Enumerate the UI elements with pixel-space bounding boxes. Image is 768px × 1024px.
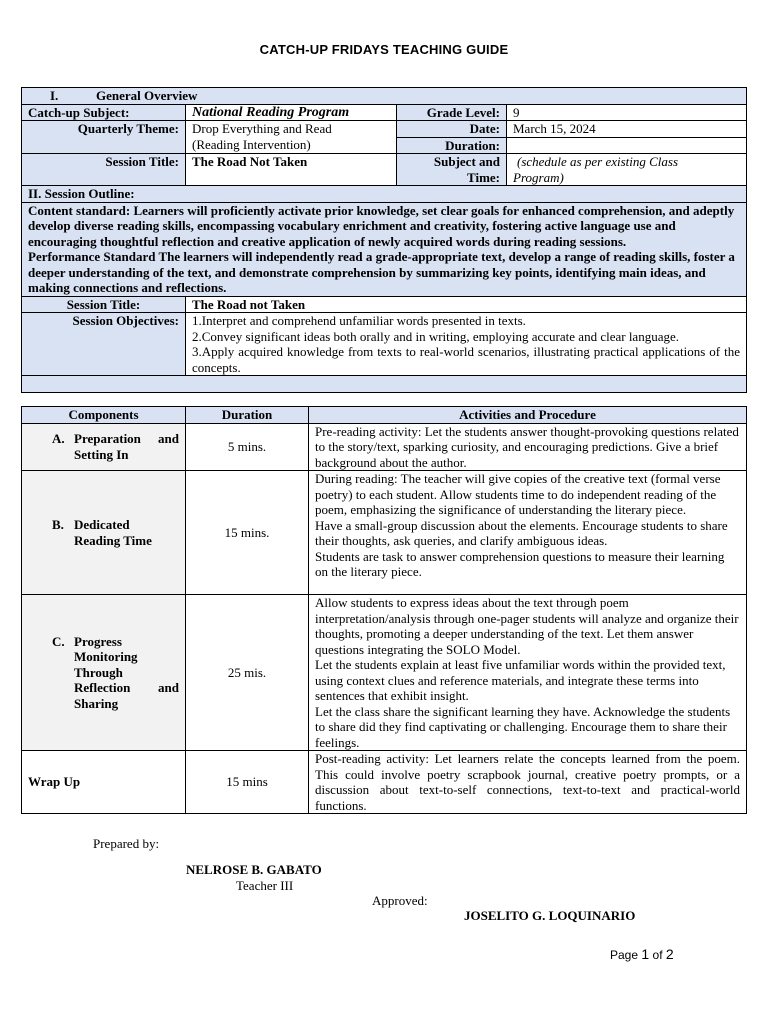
section-number: I. <box>50 88 59 103</box>
activity-paragraph: Pre-reading activity: Let the students answer thought-provoking questions related to the story/text, sparking curiosity, and encouraging predictions. Give a brief background about the author. <box>315 423 739 470</box>
theme-value-line-1: Drop Everything and Read <box>192 121 332 136</box>
subject-time-value-line-1: (schedule as per existing Class <box>517 154 679 169</box>
preparer-title: Teacher III <box>236 878 294 893</box>
activity-paragraph: Post-reading activity: Let learners relate the concepts learned from the poem. This could involve poetry scrapbook journal, creative poetry prompts, or a discussion about text-to-self connections, text-to-text and practical-world functions. <box>315 751 740 813</box>
components-table <box>21 406 747 814</box>
table-row <box>22 751 747 814</box>
preparer-name: NELROSE B. GABATO <box>186 862 322 877</box>
activities-cell <box>309 595 747 751</box>
overview-table <box>21 87 747 393</box>
document-title: CATCH-UP FRIDAYS TEACHING GUIDE <box>259 42 509 57</box>
grade-label: Grade Level: <box>397 104 507 121</box>
duration-value <box>507 137 747 154</box>
subject-time-value <box>507 154 747 186</box>
activity-paragraph: Allow students to express ideas about the text through poem interpretation/analysis through one-pager students will analyze and organize their thoughts, promoting a deeper understanding of the text. Let them answer questions integrating the SOLO Model. <box>315 595 739 657</box>
duration-cell: 15 mins <box>186 751 309 814</box>
performance-standard: Performance Standard The learners will independently read a grade-appropriate text, develop a range of reading skills, foster a deeper understanding of the text, and demonstrate comprehension by summarizing key points, identifying main ideas, and making connections and reflections. <box>28 249 735 295</box>
session-title-value: The Road Not Taken <box>186 154 397 186</box>
table-row <box>22 423 747 471</box>
header-activities: Activities and Procedure <box>309 407 747 424</box>
component-name: Wrap Up <box>28 774 81 790</box>
outline-session-title-label: Session Title: <box>22 296 186 313</box>
duration-label: Duration: <box>397 137 507 154</box>
objective-item: 2.Convey significant ideas both orally and in writing, employing accurate and clear language. <box>192 328 679 344</box>
header-components: Components <box>22 407 186 424</box>
objectives-list <box>186 313 747 376</box>
page-word: Page <box>610 948 639 962</box>
subject-time-value-line-2: Program) <box>513 169 564 185</box>
activity-paragraph: Have a small-group discussion about the elements. Encourage students to share their thoughts, ask queries, and clarify ambiguous ideas. <box>315 517 728 548</box>
subject-time-label-line-2: Time: <box>467 169 500 185</box>
activities-cell <box>309 471 747 595</box>
approved-label: Approved: <box>372 893 428 908</box>
date-value: March 15, 2024 <box>507 121 747 138</box>
duration-cell: 5 mins. <box>186 423 309 471</box>
duration-cell: 15 mins. <box>186 471 309 595</box>
subject-value: National Reading Program <box>186 104 397 121</box>
duration-cell: 25 mis. <box>186 595 309 751</box>
activities-cell <box>309 423 747 471</box>
header-duration: Duration <box>186 407 309 424</box>
theme-value <box>186 121 397 154</box>
outline-session-title-value: The Road not Taken <box>186 296 747 313</box>
of-word: of <box>652 948 663 962</box>
date-label: Date: <box>397 121 507 138</box>
subject-time-label-line-1: Subject and <box>433 154 500 169</box>
component-number: C. <box>52 633 65 649</box>
component-cell <box>22 751 186 814</box>
component-name: Progress Monitoring Through Reflection and Sharing <box>74 633 179 711</box>
standards-cell <box>22 202 747 296</box>
component-cell <box>22 595 186 751</box>
component-cell <box>22 423 186 471</box>
prepared-by-label: Prepared by: <box>93 836 160 851</box>
page-footer <box>610 946 674 962</box>
section-label: General Overview <box>96 88 198 103</box>
activity-paragraph: Let the students explain at least five unfamiliar words within the provided text, using context clues and reference materials, and integrate these terms into sentences that exhibit insight. <box>315 657 726 703</box>
objective-item: 1.Interpret and comprehend unfamiliar words presented in texts. <box>192 313 526 328</box>
general-overview-header <box>22 88 747 105</box>
activity-paragraph: Let the class share the significant learning they have. Acknowledge the students to share did they find captivating or challenging. Encourage them to share their feelings. <box>315 703 731 750</box>
component-name: Dedicated Reading Time <box>74 517 152 548</box>
component-cell <box>22 471 186 595</box>
blank-spacer-row <box>22 376 747 393</box>
total-pages: 2 <box>665 946 674 962</box>
activity-paragraph: Students are task to answer comprehension questions to measure their learning on the literary piece. <box>315 548 725 579</box>
subject-time-label <box>397 154 507 186</box>
grade-value: 9 <box>507 104 747 121</box>
table-row <box>22 595 747 751</box>
activities-cell <box>309 751 747 814</box>
page-number: 1 <box>641 946 650 962</box>
activity-paragraph: During reading: The teacher will give copies of the creative text (formal verse poetry) to each student. Allow students time to do independent reading of the poem, emphasizing the significance of understanding the literary piece. <box>315 471 721 517</box>
component-number: B. <box>52 517 64 532</box>
objective-item: 3.Apply acquired knowledge from texts to real-world scenarios, illustrating practical applications of the concepts. <box>192 344 740 375</box>
component-number: A. <box>52 431 65 447</box>
content-standard: Content standard: Learners will proficiently activate prior knowledge, set clear goals for enhanced comprehension, and adeptly develop diverse reading skills, encompassing vocabulary enrichment and creativity, fostering active language use and encouraging thoughtful reflection and creative application of newly acquired words during reading sessions. <box>28 202 735 249</box>
objectives-label: Session Objectives: <box>22 313 186 376</box>
table-row <box>22 471 747 595</box>
session-title-label: Session Title: <box>22 154 186 186</box>
theme-label: Quarterly Theme: <box>22 121 186 154</box>
approver-name: JOSELITO G. LOQUINARIO <box>464 908 636 923</box>
component-name: Preparation and Setting In <box>74 431 179 462</box>
session-outline-header: II. Session Outline: <box>22 186 747 203</box>
subject-label: Catch-up Subject: <box>22 104 186 121</box>
theme-value-line-2: (Reading Intervention) <box>192 136 311 152</box>
